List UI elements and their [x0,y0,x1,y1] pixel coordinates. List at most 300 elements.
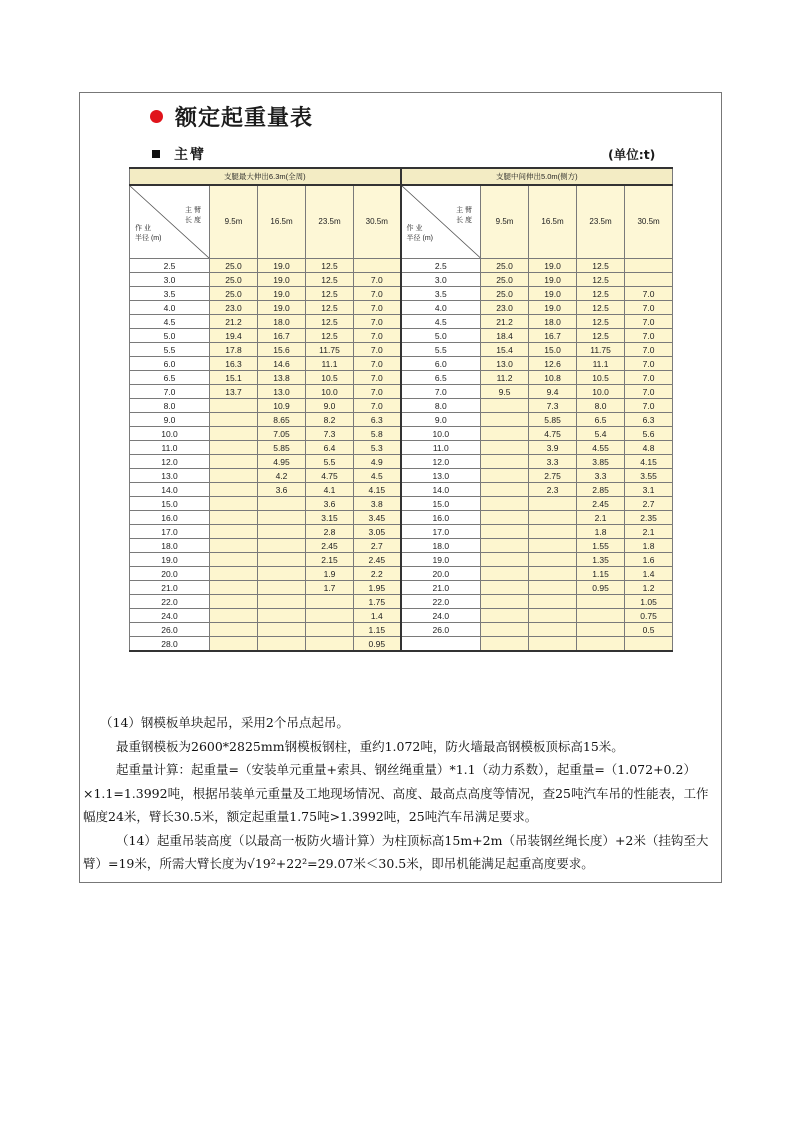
radius-cell: 8.0 [130,399,210,413]
table-row [130,469,673,483]
radius-cell: 3.5 [130,287,210,301]
load-cell: 14.6 [258,357,306,371]
load-cell: 12.5 [306,329,354,343]
load-cell [210,413,258,427]
load-cell: 3.85 [577,455,625,469]
load-cell [210,455,258,469]
load-cell: 12.5 [306,259,354,273]
band-header-full-circle: 支腿最大伸出6.3m(全周) [130,168,401,185]
load-cell [577,623,625,637]
load-cell: 16.7 [529,329,577,343]
radius-cell: 10.0 [130,427,210,441]
load-cell: 11.75 [306,343,354,357]
load-cell: 2.1 [577,511,625,525]
load-cell: 1.75 [354,595,401,609]
radius-cell: 17.0 [401,525,481,539]
chart-subtitle-row [152,144,206,164]
load-cell [481,595,529,609]
radius-cell: 24.0 [130,609,210,623]
boom-length-header: 23.5m [577,185,625,259]
table-row [130,385,673,399]
table-row [130,637,673,652]
load-cell [577,609,625,623]
boom-length-header: 16.5m [258,185,306,259]
load-cell [625,637,673,652]
load-cell [306,609,354,623]
load-cell: 1.9 [306,567,354,581]
load-cell [210,399,258,413]
load-cell: 2.15 [306,553,354,567]
radius-cell: 6.0 [401,357,481,371]
radius-cell: 18.0 [401,539,481,553]
paragraph-lifting-method: （14）钢模板单块起吊，采用2个吊点起吊。 [100,715,349,730]
radius-cell: 3.0 [130,273,210,287]
load-cell: 12.5 [577,273,625,287]
load-cell: 8.65 [258,413,306,427]
load-cell: 7.0 [625,357,673,371]
load-cell: 3.05 [354,525,401,539]
load-cell: 4.9 [354,455,401,469]
load-cell [354,259,401,273]
load-cell: 12.5 [306,315,354,329]
load-cell: 12.5 [577,259,625,273]
load-cell [306,623,354,637]
load-cell: 0.95 [354,637,401,652]
load-cell: 10.5 [306,371,354,385]
load-cell [210,497,258,511]
load-cell: 16.3 [210,357,258,371]
table-row [130,581,673,595]
load-cell: 3.3 [529,455,577,469]
chart-title: 额定起重量表 [175,105,314,131]
load-cell: 2.3 [529,483,577,497]
load-cell: 5.3 [354,441,401,455]
load-cell: 25.0 [481,287,529,301]
load-cell [481,581,529,595]
load-cell [258,497,306,511]
radius-cell: 12.0 [401,455,481,469]
load-cell: 4.5 [354,469,401,483]
load-cell [481,525,529,539]
chart-subtitle: 主臂 [174,147,206,163]
diag-label-boom-length: 主 臂 长 度 [456,207,473,224]
paragraph-heaviest-formwork: 最重钢模板为2600*2825mm钢模板钢柱，重约1.072吨，防火墙最高钢模板顶标高15米。 [116,738,624,754]
load-cell: 12.5 [577,287,625,301]
load-cell [306,595,354,609]
load-cell [529,511,577,525]
radius-cell: 28.0 [130,637,210,652]
radius-cell: 26.0 [130,623,210,637]
load-cell: 13.8 [258,371,306,385]
load-cell: 4.2 [258,469,306,483]
table-row [130,511,673,525]
load-cell: 12.5 [577,315,625,329]
load-cell: 7.0 [625,301,673,315]
load-cell [258,525,306,539]
load-cell: 5.5 [306,455,354,469]
load-cell: 10.0 [577,385,625,399]
red-bullet-icon [150,110,163,123]
load-cell [577,637,625,652]
load-cell: 6.3 [354,413,401,427]
load-cell: 19.0 [258,259,306,273]
load-cell [258,511,306,525]
load-cell: 1.4 [625,567,673,581]
load-cell [481,413,529,427]
radius-cell: 19.0 [401,553,481,567]
load-cell: 2.8 [306,525,354,539]
load-cell: 21.2 [481,315,529,329]
table-row [130,609,673,623]
radius-cell: 2.5 [130,259,210,273]
radius-cell: 9.0 [130,413,210,427]
load-cell [481,567,529,581]
load-cell: 2.1 [625,525,673,539]
load-cell [481,441,529,455]
load-cell [529,525,577,539]
load-cell: 15.1 [210,371,258,385]
load-cell [529,595,577,609]
load-cell: 25.0 [481,273,529,287]
load-cell: 2.7 [625,497,673,511]
boom-length-header: 9.5m [210,185,258,259]
load-cell [210,553,258,567]
load-cell: 7.0 [354,315,401,329]
load-cell [529,497,577,511]
load-cell: 18.0 [258,315,306,329]
table-row [130,525,673,539]
load-cell [481,623,529,637]
boom-length-header: 23.5m [306,185,354,259]
load-cell: 17.8 [210,343,258,357]
load-cell: 6.5 [577,413,625,427]
diag-label-working-radius: 作 业 半径 (m) [135,225,162,242]
load-cell: 19.0 [529,287,577,301]
table-row [130,553,673,567]
load-cell [210,623,258,637]
load-cell: 12.5 [577,301,625,315]
radius-cell: 14.0 [130,483,210,497]
load-cell: 10.5 [577,371,625,385]
radius-cell: 7.0 [130,385,210,399]
load-cell: 19.0 [258,273,306,287]
load-cell: 2.7 [354,539,401,553]
load-cell [481,637,529,652]
radius-cell: 5.5 [130,343,210,357]
table-row [130,357,673,371]
load-cell [258,539,306,553]
table-row [130,539,673,553]
table-row [130,483,673,497]
load-cell: 5.8 [354,427,401,441]
load-cell [481,539,529,553]
load-cell: 7.3 [306,427,354,441]
load-cell [481,427,529,441]
load-cell: 7.0 [625,287,673,301]
square-bullet-icon [152,150,160,158]
radius-cell: 5.0 [401,329,481,343]
load-cell: 8.0 [577,399,625,413]
load-cell: 7.0 [354,343,401,357]
radius-cell: 5.5 [401,343,481,357]
radius-cell: 19.0 [130,553,210,567]
load-cell [529,553,577,567]
load-cell: 18.4 [481,329,529,343]
load-cell: 23.0 [210,301,258,315]
load-cell: 9.5 [481,385,529,399]
radius-cell: 22.0 [130,595,210,609]
load-cell [625,273,673,287]
load-cell: 1.6 [625,553,673,567]
load-cell [258,609,306,623]
load-cell [210,525,258,539]
load-cell: 15.0 [529,343,577,357]
load-cell: 10.0 [306,385,354,399]
load-cell: 11.1 [306,357,354,371]
load-cell [258,623,306,637]
load-cell: 18.0 [529,315,577,329]
load-cell: 1.8 [577,525,625,539]
table-row [130,371,673,385]
load-cell: 19.0 [529,301,577,315]
load-cell: 7.0 [625,315,673,329]
load-cell: 3.8 [354,497,401,511]
radius-cell: 6.5 [401,371,481,385]
diag-label-working-radius: 作 业 半径 (m) [406,225,433,242]
load-cell: 5.85 [258,441,306,455]
load-cell: 7.0 [354,357,401,371]
load-cell [481,609,529,623]
load-cell: 23.0 [481,301,529,315]
load-cell: 19.0 [258,301,306,315]
load-cell: 12.5 [306,301,354,315]
table-row [130,567,673,581]
load-cell: 7.0 [625,385,673,399]
table-row [130,287,673,301]
boom-length-header: 30.5m [354,185,401,259]
radius-cell: 4.5 [130,315,210,329]
load-cell: 3.1 [625,483,673,497]
radius-cell: 6.5 [130,371,210,385]
load-cell [529,609,577,623]
load-cell: 1.15 [577,567,625,581]
load-cell [577,595,625,609]
load-cell: 25.0 [481,259,529,273]
table-row [130,427,673,441]
load-cell: 4.55 [577,441,625,455]
radius-cell: 10.0 [401,427,481,441]
band-header-side: 支腿中间伸出5.0m(侧方) [401,168,673,185]
table-row [130,259,673,273]
radius-cell: 18.0 [130,539,210,553]
radius-cell: 21.0 [401,581,481,595]
table-row [130,329,673,343]
load-cell: 7.0 [354,329,401,343]
load-cell: 15.6 [258,343,306,357]
table-row [130,399,673,413]
table-row [130,343,673,357]
load-cell: 2.85 [577,483,625,497]
load-cell: 1.95 [354,581,401,595]
load-cell: 6.3 [625,413,673,427]
paragraph-load-calculation: 起重量计算：起重量=（安装单元重量+索具、钢丝绳重量）*1.1（动力系数），起重量=（1.072+0.2）×1.1=1.3992吨，根据吊装单元重量及工地现场情况、高度、最高点高度等情况，查25吨汽车吊的性能表，工作幅度24米，臂长30.5米，额定起重量1.75吨>1.3992吨，25吨汽车吊满足要求。 [83,762,709,824]
radius-cell [401,637,481,652]
radius-cell: 16.0 [401,511,481,525]
load-cell: 4.95 [258,455,306,469]
load-cell [529,567,577,581]
load-cell [481,553,529,567]
table-row [130,497,673,511]
radius-cell: 24.0 [401,609,481,623]
boom-length-header: 9.5m [481,185,529,259]
load-cell [210,469,258,483]
load-cell: 19.0 [529,259,577,273]
load-cell [210,567,258,581]
load-cell: 15.4 [481,343,529,357]
radius-cell: 8.0 [401,399,481,413]
load-cell: 19.0 [258,287,306,301]
radius-cell: 11.0 [401,441,481,455]
load-cell [481,511,529,525]
radius-cell: 3.0 [401,273,481,287]
radius-cell: 16.0 [130,511,210,525]
calculation-text [83,711,719,876]
load-cell: 13.7 [210,385,258,399]
radius-cell: 21.0 [130,581,210,595]
load-cell: 4.1 [306,483,354,497]
load-cell [529,539,577,553]
table-row [130,623,673,637]
radius-cell: 20.0 [401,567,481,581]
radius-cell: 14.0 [401,483,481,497]
load-cell: 1.35 [577,553,625,567]
load-cell [529,637,577,652]
load-cell: 3.6 [306,497,354,511]
table-row [130,273,673,287]
load-cell: 1.55 [577,539,625,553]
load-cell: 7.0 [625,371,673,385]
load-cell: 7.0 [354,371,401,385]
load-cell: 10.9 [258,399,306,413]
load-cell: 19.4 [210,329,258,343]
load-cell [210,595,258,609]
chart-title-row [150,103,313,129]
load-cell: 2.45 [577,497,625,511]
radius-cell: 6.0 [130,357,210,371]
load-cell [210,441,258,455]
radius-cell: 5.0 [130,329,210,343]
load-cell [210,637,258,652]
load-cell: 9.4 [529,385,577,399]
load-cell [529,623,577,637]
table-row [130,413,673,427]
table-row [130,595,673,609]
load-cell: 6.4 [306,441,354,455]
chart-unit: (单位:t) [608,147,656,162]
load-cell: 11.75 [577,343,625,357]
load-cell: 21.2 [210,315,258,329]
radius-cell: 9.0 [401,413,481,427]
load-cell: 7.0 [354,273,401,287]
load-cell: 3.45 [354,511,401,525]
load-cell: 1.7 [306,581,354,595]
load-cell [481,483,529,497]
load-cell: 4.75 [306,469,354,483]
radius-cell: 7.0 [401,385,481,399]
load-cell [258,637,306,652]
radius-cell: 3.5 [401,287,481,301]
load-cell: 7.0 [625,399,673,413]
load-cell: 1.05 [625,595,673,609]
load-cell [481,469,529,483]
load-cell: 2.45 [354,553,401,567]
load-cell: 12.5 [306,287,354,301]
load-cell: 11.1 [577,357,625,371]
paragraph-lift-height: （14）起重吊装高度（以最高一板防火墙计算）为柱顶标高15m+2m（吊装钢丝绳长度）+2米（挂钩至大臂）=19米，所需大臂长度为√19²+22²=29.07米＜30.5米，即吊机能满足起重高度要求。 [83,832,709,871]
load-cell: 3.9 [529,441,577,455]
table-row [130,301,673,315]
load-cell: 0.5 [625,623,673,637]
load-cell: 13.0 [481,357,529,371]
load-cell: 4.75 [529,427,577,441]
radius-cell: 13.0 [130,469,210,483]
radius-cell: 2.5 [401,259,481,273]
load-cell: 0.95 [577,581,625,595]
radius-cell: 13.0 [401,469,481,483]
load-cell: 7.0 [625,329,673,343]
load-cell [210,511,258,525]
table-row [130,441,673,455]
load-cell [210,427,258,441]
load-cell: 7.3 [529,399,577,413]
radius-cell: 15.0 [401,497,481,511]
load-cell: 2.2 [354,567,401,581]
load-cell: 12.5 [577,329,625,343]
diag-label-boom-length: 主 臂 长 度 [185,207,201,224]
load-cell: 25.0 [210,259,258,273]
load-cell [258,567,306,581]
load-cell [210,581,258,595]
load-cell [529,581,577,595]
radius-cell: 4.0 [401,301,481,315]
load-cell [258,581,306,595]
load-cell: 3.55 [625,469,673,483]
load-cell: 4.15 [625,455,673,469]
load-cell [625,259,673,273]
load-cell: 12.5 [306,273,354,287]
load-cell [258,595,306,609]
load-cell: 11.2 [481,371,529,385]
load-cell: 13.0 [258,385,306,399]
load-cell: 7.0 [625,343,673,357]
load-cell: 7.0 [354,287,401,301]
load-cell: 3.6 [258,483,306,497]
load-cell: 7.0 [354,301,401,315]
radius-cell: 17.0 [130,525,210,539]
load-cell: 19.0 [529,273,577,287]
load-cell: 2.75 [529,469,577,483]
load-cell: 3.15 [306,511,354,525]
load-cell [481,455,529,469]
load-cell [481,399,529,413]
load-cell: 2.35 [625,511,673,525]
load-cell: 16.7 [258,329,306,343]
load-cell [258,553,306,567]
radius-cell: 12.0 [130,455,210,469]
load-cell: 9.0 [306,399,354,413]
load-cell: 5.6 [625,427,673,441]
load-cell: 1.2 [625,581,673,595]
